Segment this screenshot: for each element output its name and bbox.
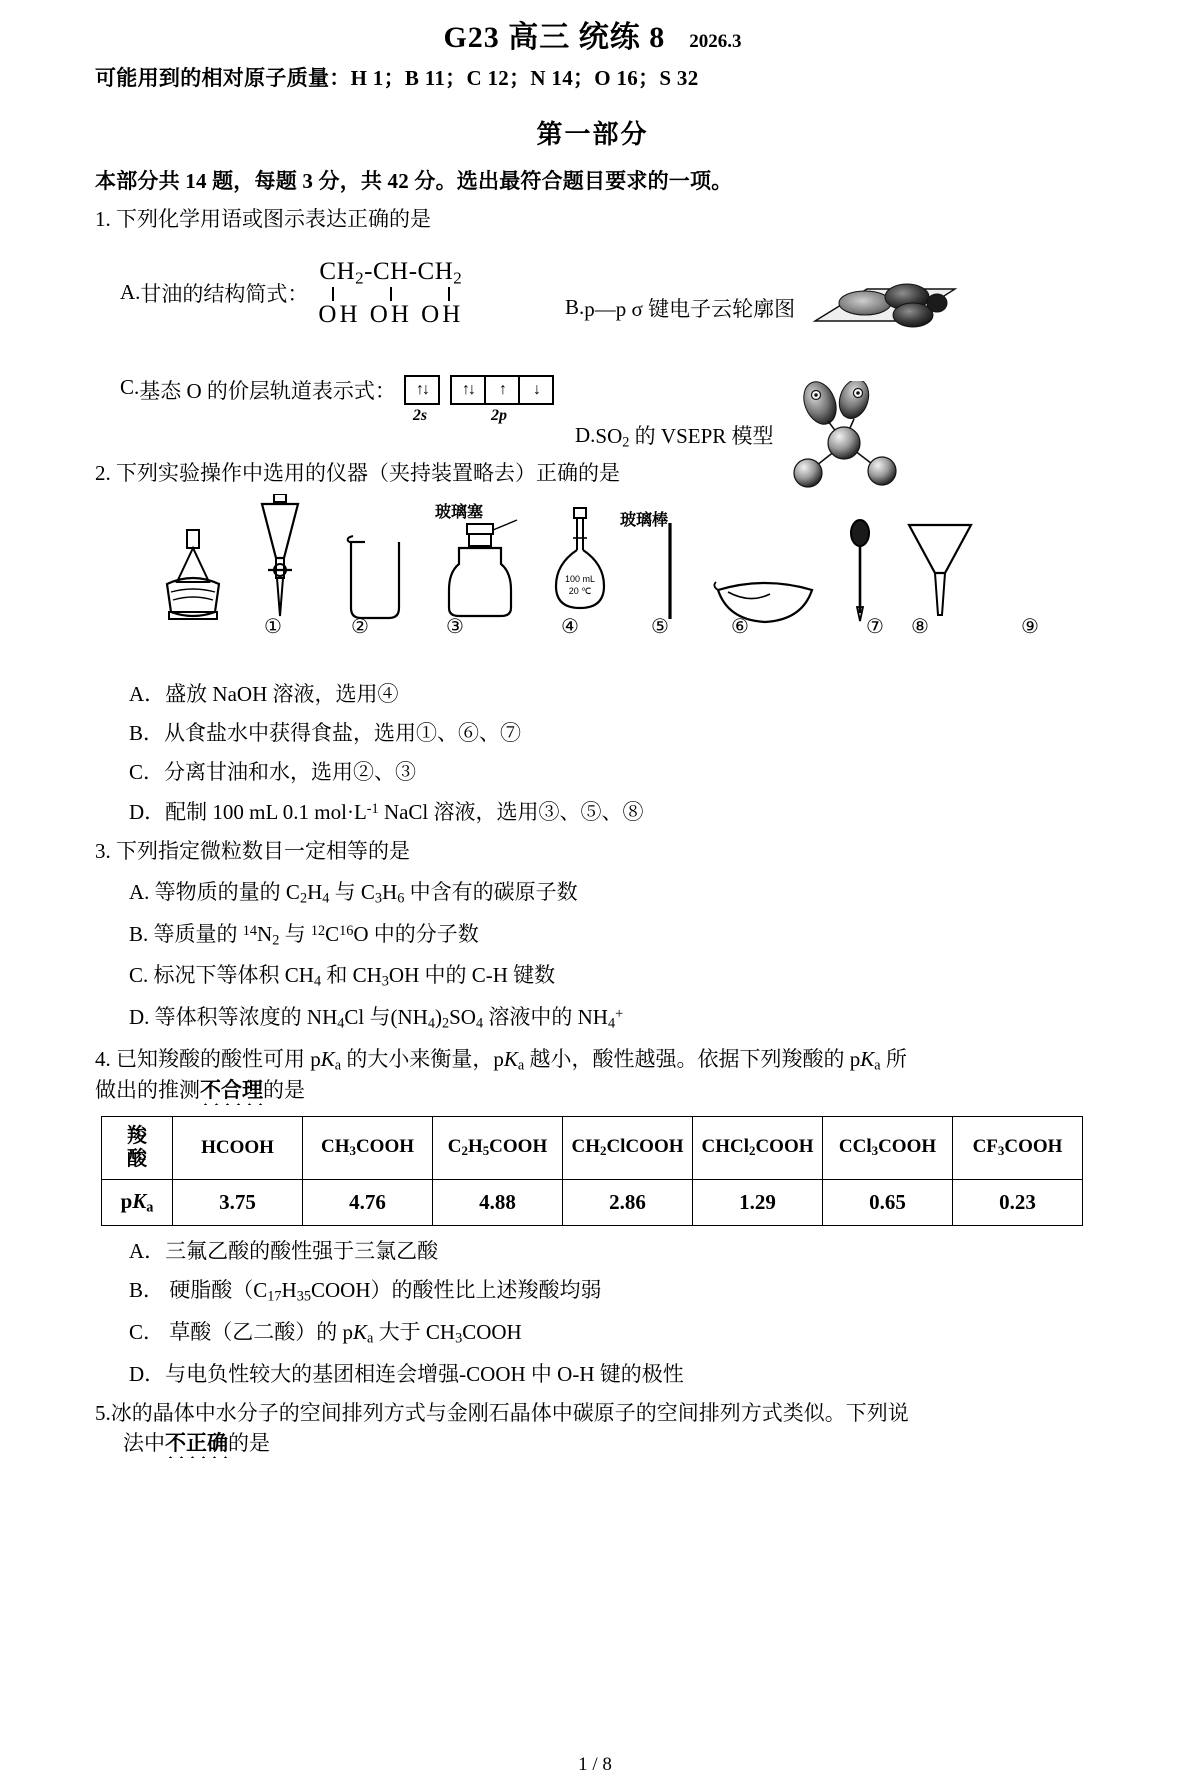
exam-date: 2026.3 xyxy=(689,31,742,52)
apparatus-number-4: ④ xyxy=(561,615,579,638)
option-2-d-label: D． xyxy=(129,799,166,824)
apparatus-9-funnel xyxy=(895,509,1039,639)
acid-cell-7: $CF_3COOH$ xyxy=(953,1116,1083,1179)
option-4-b-text: 硬脂酸$(C_{17}H_{35}COOH)$的酸性比上述羧酸均弱 xyxy=(169,1278,602,1305)
orbital-2s-box: ↑↓ xyxy=(404,375,440,405)
option-4-b-label: B． xyxy=(129,1278,165,1303)
question-5-post: 的是 xyxy=(228,1430,270,1455)
pka-cell-1: 3.75 xyxy=(173,1179,303,1225)
acid-cell-5: CHCl$_2$COOH xyxy=(693,1116,823,1179)
question-2-number: 2. xyxy=(95,460,111,485)
orbital-2s-label: 2s xyxy=(412,406,428,424)
option-1-b-text: p—p σ 键电子云轮廓图 xyxy=(584,296,796,321)
atomic-masses-line: 可能用到的相对原子质量：H 1；B 11；C 12；N 14；O 16；S 32 xyxy=(95,66,699,90)
option-2-b-label: B． xyxy=(129,720,165,745)
option-1-d[interactable] xyxy=(575,381,914,491)
apparatus-8-dropper xyxy=(830,519,929,639)
acid-cell-1: HCOOH xyxy=(173,1116,303,1179)
option-4-a[interactable] xyxy=(129,1237,1090,1265)
so2-vsepr-model-icon xyxy=(784,381,914,491)
apparatus-label-glass-rod: 玻璃棒 xyxy=(620,511,669,529)
glycerol-bonds xyxy=(332,287,450,301)
apparatus-6-glass-rod xyxy=(635,519,749,639)
question-4-emphasis: 不合理 xyxy=(200,1077,263,1102)
option-4-a-text: 三氟乙酸的酸性强于三氯乙酸 xyxy=(165,1238,439,1263)
apparatus-label-glass-stopper: 玻璃塞 xyxy=(435,503,484,521)
option-3-d-text: 等体积等浓度的 $NH_4Cl$ 与$(NH_4)_2SO_4$ 溶液中的 $NH_4^+$ xyxy=(154,1005,624,1032)
glycerol-hydroxyls: OH OH OH xyxy=(318,301,464,329)
apparatus-number-9: ⑨ xyxy=(1021,615,1039,638)
apparatus-2-separating-funnel xyxy=(240,494,369,639)
apparatus-3-beaker xyxy=(335,524,464,639)
question-5-text-line1: 冰的晶体中水分子的空间排列方式与金刚石晶体中碳原子的空间排列方式类似。下列说 xyxy=(110,1401,909,1426)
question-4-text-line1: 已知羧酸的酸性可用 $pK_a$ 的大小来衡量，$pK_a$ 越小，酸性越强。依据下列羧酸的 $pK_a$ 所 xyxy=(116,1047,907,1074)
exam-title: G23 高三 统练 8 xyxy=(443,21,666,54)
orbital-boxes xyxy=(404,375,554,405)
question-4-pre: 做出的推测 xyxy=(95,1077,200,1102)
orbital-2p-cell-2: ↑ xyxy=(485,375,519,405)
option-4-d[interactable] xyxy=(129,1360,1090,1388)
question-2-text: 下列实验操作中选用的仪器（夹持装置略去）正确的是 xyxy=(116,460,620,485)
apparatus-7-evaporating-dish xyxy=(710,554,884,639)
option-2-a-label: A． xyxy=(129,681,166,706)
option-1-c-label: C. xyxy=(120,374,140,399)
table-row-pka xyxy=(102,1179,1083,1225)
option-2-d[interactable] xyxy=(129,798,1090,826)
apparatus-number-8: ⑧ xyxy=(911,615,929,638)
question-5-number: 5. xyxy=(95,1401,111,1426)
svg-text:100 mL: 100 mL xyxy=(564,573,596,584)
part-title: 第一部分 xyxy=(536,120,649,149)
apparatus-figure xyxy=(95,499,1090,669)
orbital-labels xyxy=(404,407,554,425)
option-4-b[interactable] xyxy=(129,1276,1090,1307)
option-3-a-text: 等物质的量的 $C_2H_4$ 与 $C_3H_6$ 中含有的碳原子数 xyxy=(154,879,578,907)
apparatus-number-1: ① xyxy=(264,615,282,638)
option-1-a[interactable] xyxy=(120,259,463,327)
question-3-text: 下列指定微粒数目一定相等的是 xyxy=(116,839,410,863)
page-title xyxy=(95,12,1090,56)
option-3-c[interactable] xyxy=(129,961,1090,992)
question-1-text: 下列化学用语或图示表达正确的是 xyxy=(116,207,431,231)
option-4-c[interactable] xyxy=(129,1318,1090,1349)
option-3-b-text: 等质量的 $^{14}N_2$ 与 $^{12}C^{16}O$ 中的分子数 xyxy=(153,921,479,949)
table-header-pka: $pK_a$ xyxy=(102,1179,173,1225)
option-3-b-label: B. xyxy=(129,921,149,946)
pka-table xyxy=(101,1116,1083,1226)
page-number: 1 / 8 xyxy=(578,1754,612,1775)
option-4-c-label: C． xyxy=(129,1319,165,1344)
acid-cell-3: $C_2H_5COOH$ xyxy=(433,1116,563,1179)
option-3-c-label: C. xyxy=(129,963,149,988)
option-3-d[interactable] xyxy=(129,1003,1090,1034)
question-1-stem xyxy=(95,205,1090,235)
option-1-b-label: B. xyxy=(565,295,585,320)
option-1-a-text: 甘油的结构简式： xyxy=(140,281,309,306)
pka-cell-7: 0.23 xyxy=(953,1179,1083,1225)
option-2-c-text: 分离甘油和水，选用②、③ xyxy=(164,760,417,785)
question-5-pre: 法中 xyxy=(123,1430,165,1455)
option-3-c-text: 标况下等体积 $CH_4$ 和 $CH_3OH$ 中的 C-H 键数 xyxy=(153,963,556,991)
pka-cell-4: 2.86 xyxy=(563,1179,693,1225)
apparatus-number-6: ⑥ xyxy=(731,615,749,638)
orbital-2p-cell-3: ↓ xyxy=(519,375,554,405)
apparatus-1-alcohol-burner xyxy=(153,524,282,639)
glycerol-structure xyxy=(318,259,463,327)
option-1-c-text: 基态 O 的价层轨道表示式： xyxy=(139,378,396,403)
option-3-b[interactable] xyxy=(129,920,1090,951)
pka-cell-5: 1.29 xyxy=(693,1179,823,1225)
svg-text:20 ℃: 20 ℃ xyxy=(568,585,592,596)
option-3-a-label: A. xyxy=(129,879,150,904)
option-2-d-text: 配制 100 mL 0.1 $mol\cdot L^{-1}$ NaCl 溶液，选用③、⑤、⑧ xyxy=(165,799,644,824)
question-5-emphasis: 不正确 xyxy=(165,1430,228,1455)
option-4-d-text: 与电负性较大的基团相连会增强-COOH 中 O-H 键的极性 xyxy=(165,1361,684,1386)
section-instructions: 本部分共 14 题，每题 3 分，共 42 分。选出最符合题目要求的一项。 xyxy=(95,169,733,193)
apparatus-number-2: ② xyxy=(351,615,369,638)
option-2-c-label: C． xyxy=(129,760,165,785)
option-2-c[interactable] xyxy=(129,758,1090,786)
apparatus-number-3: ③ xyxy=(446,615,464,638)
apparatus-4-reagent-bottle xyxy=(435,514,579,639)
p-p-sigma-bond-orbital-icon xyxy=(809,275,959,341)
option-3-a[interactable] xyxy=(129,878,1090,909)
option-2-a-text: 盛放 NaOH 溶液，选用④ xyxy=(165,681,399,706)
glycerol-backbone: $CH_2-CH-CH_2$ xyxy=(319,257,463,288)
orbital-2p-cell-1: ↑↓ xyxy=(450,375,485,405)
option-1-d-text: $SO_2$ 的 VSEPR 模型 xyxy=(595,424,774,451)
pka-cell-3: 4.88 xyxy=(433,1179,563,1225)
pka-cell-6: 0.65 xyxy=(823,1179,953,1225)
orbital-2p-label: 2p xyxy=(490,406,507,424)
question-4-post: 的是 xyxy=(263,1077,305,1102)
question-1-number: 1. xyxy=(95,207,111,231)
option-2-a[interactable] xyxy=(129,680,1090,708)
valence-orbital-diagram xyxy=(404,375,554,425)
acid-cell-2: $CH_3COOH$ xyxy=(303,1116,433,1179)
question-1-options xyxy=(95,253,1090,453)
option-2-b-text: 从食盐水中获得食盐，选用①、⑥、⑦ xyxy=(164,720,522,745)
pka-cell-2: 4.76 xyxy=(303,1179,433,1225)
option-1-d-label: D. xyxy=(575,423,596,448)
orbital-2p-boxes xyxy=(450,375,554,405)
apparatus-number-5: ⑤ xyxy=(651,615,669,638)
apparatus-number-7: ⑦ xyxy=(866,615,884,638)
question-5-text-line2 xyxy=(123,1429,1090,1459)
question-4-stem xyxy=(95,1045,1090,1106)
table-row-acids xyxy=(102,1116,1083,1179)
option-4-c-text: 草酸（乙二酸）的 $pK_a$ 大于 $CH_3COOH$ xyxy=(169,1319,522,1347)
option-4-d-label: D． xyxy=(129,1361,166,1386)
table-header-acid: 羧 酸 xyxy=(102,1116,173,1179)
question-4-text-line2 xyxy=(95,1076,1090,1106)
acid-cell-6: CCl$_3$COOH xyxy=(823,1116,953,1179)
question-5-stem xyxy=(95,1399,1090,1459)
question-3-number: 3. xyxy=(95,839,111,863)
option-1-c[interactable] xyxy=(120,375,554,425)
option-1-a-label: A. xyxy=(120,280,141,305)
question-4-number: 4. xyxy=(95,1047,111,1072)
question-3-stem xyxy=(95,837,1090,867)
option-1-b[interactable] xyxy=(565,275,959,341)
option-4-a-label: A． xyxy=(129,1238,166,1263)
option-2-b[interactable] xyxy=(129,719,1090,747)
option-3-d-label: D. xyxy=(129,1005,150,1030)
acid-cell-4: $CH_2ClCOOH$ xyxy=(563,1116,693,1179)
